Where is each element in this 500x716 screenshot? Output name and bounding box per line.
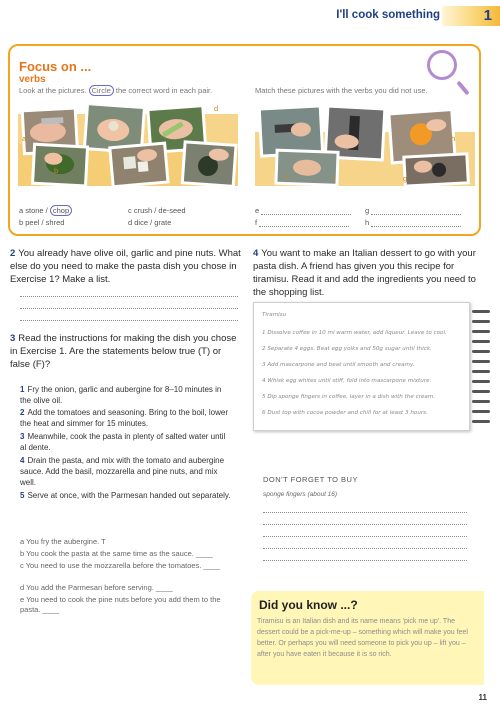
option-c: c crush / de-seed <box>128 206 186 215</box>
right-photo-collage <box>255 104 475 186</box>
statement-d: d You add the Parmesan before serving. ____ <box>20 583 173 592</box>
page-number: 11 <box>478 693 487 702</box>
instruction-step-2: 2 Add the tomatoes and seasoning. Bring to the boil, lower the heat and simmer for 15 minutes. <box>20 408 229 428</box>
unit-title: I'll cook something <box>336 9 440 21</box>
recipe-line-5: 5 Dip sponge fingers in coffee, layer in a dish with the cream. <box>262 394 436 400</box>
question-3-text: Read the instructions for making the dish you chose in Exercise 1. Are the statements below true (T) or false (F)? <box>10 333 237 370</box>
answer-g-row: g <box>365 206 461 215</box>
left-photo-collage <box>18 104 238 186</box>
question-2-text: You already have olive oil, garlic and pine nuts. What else do you need to make the pasta dish you chose in Exercise 1? Make a list. <box>10 248 241 285</box>
answer-f-row: f <box>255 218 349 227</box>
did-you-know-title: Did you know ...? <box>259 598 358 612</box>
question-3 <box>10 332 242 371</box>
question-2-number: 2 <box>10 248 16 259</box>
recipe-line-6: 6 Dust top with cocoa powder and chill for at least 3 hours. <box>262 410 428 416</box>
answer-h-line[interactable] <box>371 220 461 227</box>
instruction-step-3: 3 Meanwhile, cook the pasta in plenty of salted water until al dente. <box>20 432 226 452</box>
did-you-know-text: Tiramisu is an Italian dish and its name means 'pick me up'. The dessert could be a pick-me-up – something which will make you feel better. Or perhaps you will need someone to pick you up – lift you – after you have eaten it because it is so rich. <box>257 618 468 658</box>
recipe-title: Tiramisu <box>262 312 287 318</box>
shopping-line-4[interactable] <box>263 548 467 549</box>
statement-e: e You need to cook the pine nuts before you add them to the pasta. ____ <box>20 595 221 614</box>
recipe-line-4: 4 Whisk egg whites until stiff, fold into mascarpone mixture. <box>262 378 432 384</box>
unit-number: 1 <box>483 7 492 24</box>
question-4 <box>253 247 485 299</box>
statement-c: c You need to use the mozzarella before the tomatoes. ____ <box>20 561 221 570</box>
photo-letter-b: b <box>54 166 59 175</box>
instruction-step-4: 4 Drain the pasta, and mix with the tomato and aubergine sauce. Add the basil, mozzarella and pine nuts, and mix well. <box>20 456 225 487</box>
answer-f-line[interactable] <box>259 220 349 227</box>
photo-letter-e: e <box>285 172 290 181</box>
statement-a: a You fry the aubergine. T <box>20 537 106 546</box>
question-2 <box>10 247 242 286</box>
focus-subtitle: verbs <box>19 74 46 85</box>
focus-instruction-left: Look at the pictures. Circle the correct word in each pair. <box>19 86 213 95</box>
unit-tab <box>442 6 500 26</box>
did-you-know-box <box>251 591 484 685</box>
shopping-list-item-1: sponge fingers (about 16) <box>263 491 338 498</box>
option-a: a stone / chop <box>19 206 72 215</box>
focus-on-box <box>8 44 481 236</box>
answer-e-row: e <box>255 206 351 215</box>
photo-letter-g: g <box>403 174 408 183</box>
recipe-notebook <box>253 302 470 431</box>
question-3-number: 3 <box>10 333 16 344</box>
magnifier-icon <box>427 50 457 80</box>
photo-letter-d: d <box>214 104 219 113</box>
photo-letter-h: h <box>451 134 456 143</box>
shopping-line-1[interactable] <box>263 512 467 513</box>
question-4-text: You want to make an Italian dessert to go with your pasta dish. A friend has given you this recipe for tiramisu. Read it and add the ingredients you need to the shopping list. <box>253 248 476 298</box>
answer-h-row: h <box>365 218 461 227</box>
instruction-step-5: 5 Serve at once, with the Parmesan handed out separately. <box>20 491 231 500</box>
shopping-line-2[interactable] <box>263 524 467 525</box>
q2-answer-line-1[interactable] <box>20 296 238 297</box>
answer-g-line[interactable] <box>371 208 461 215</box>
shopping-list-title: DON'T FORGET TO BUY <box>263 475 358 484</box>
statement-b: b You cook the pasta at the same time as the sauce. ____ <box>20 549 213 558</box>
recipe-line-2: 2 Separate 4 eggs. Beat egg yolks and 50g sugar until thick. <box>262 346 432 352</box>
option-b: b peel / shred <box>19 218 65 227</box>
option-a-circled-word: chop <box>50 205 72 216</box>
focus-title: Focus on ... <box>19 59 92 74</box>
recipe-line-3: 3 Add mascarpone and beat until smooth and creamy. <box>262 362 415 368</box>
option-d: d dice / grate <box>128 218 172 227</box>
shopping-line-3[interactable] <box>263 536 467 537</box>
photo-letter-f: f <box>333 174 336 183</box>
cooking-photos-left <box>18 104 238 186</box>
recipe-line-1: 1 Dissolve coffee in 10 ml warm water, add liqueur. Leave to cool. <box>262 330 447 336</box>
focus-instruction-right: Match these pictures with the verbs you did not use. <box>255 86 428 95</box>
circle-word: Circle <box>89 85 114 96</box>
instruction-step-1: 1 Fry the onion, garlic and aubergine for 8–10 minutes in the olive oil. <box>20 385 222 405</box>
answer-e-line[interactable] <box>261 208 351 215</box>
photo-letter-a: a <box>22 134 27 143</box>
shopping-line-5[interactable] <box>263 560 467 561</box>
photo-letter-c: c <box>138 128 142 137</box>
question-4-number: 4 <box>253 248 259 259</box>
q2-answer-line-2[interactable] <box>20 308 238 309</box>
magnifier-handle-icon <box>456 81 469 96</box>
q2-answer-line-3[interactable] <box>20 320 238 321</box>
